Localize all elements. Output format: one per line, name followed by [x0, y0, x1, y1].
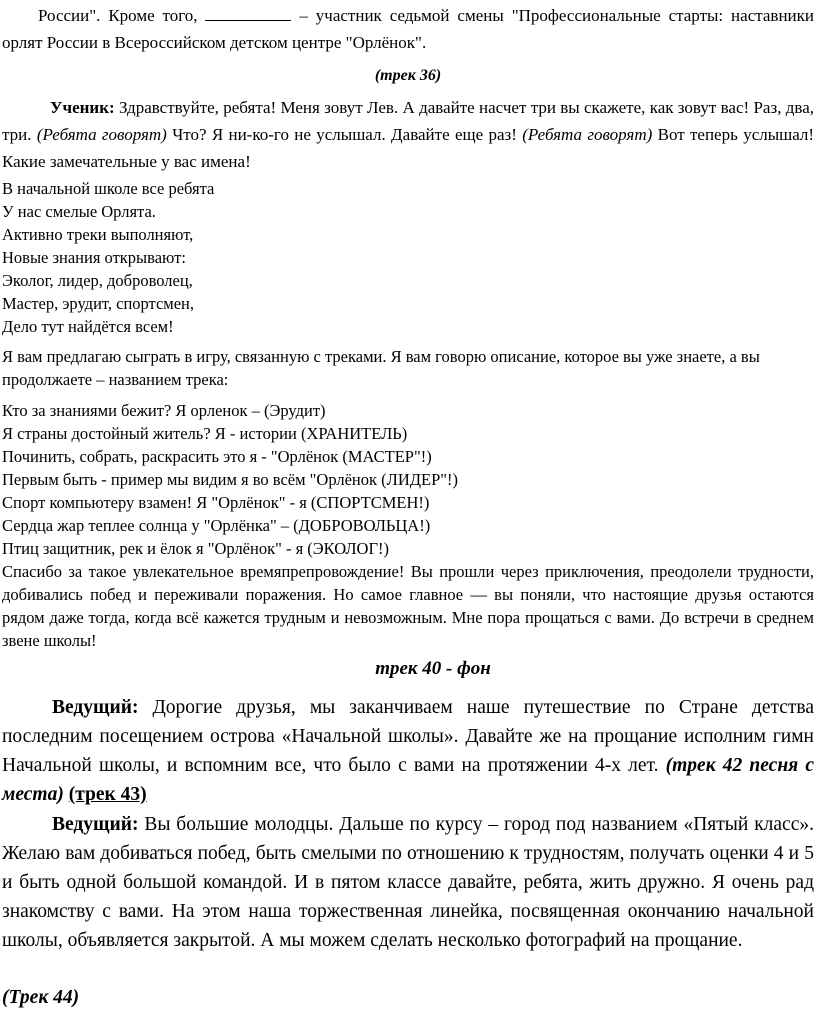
riddles-list — [2, 399, 792, 560]
host-1-text: Дорогие друзья, мы заканчиваем наше путешествие по Стране детства последним посещением острова «Начальной школы». Давайте же на прощание исполним гимн Начальной школы, и вспомним все, что было с вами на протяжении 4-х лет. — [2, 697, 815, 776]
student-paragraph — [2, 94, 814, 175]
riddle-line: Спорт компьютеру взамен! Я "Орлёнок" - я (СПОРТСМЕН!) — [2, 493, 430, 512]
riddle-line: Я страны достойный житель? Я - истории (ХРАНИТЕЛЬ) — [2, 424, 408, 443]
student-text-2: Что? Я ни-ко-го не услышал. Давайте еще раз! — [172, 125, 517, 144]
game-intro: Я вам предлагаю сыграть в игру, связанную с треками. Я вам говорю описание, которое вы уже знаете, а вы продолжаете – названием трека: — [2, 347, 760, 389]
thanks-paragraph: Спасибо за такое увлекательное времяпрепровождение! Вы прошли через приключения, преодолели трудности, добивались побед и переживали поражения. Но самое главное — вы поняли, что настоящие друзья остаются рядом даже тогда, когда всё кажется трудным и невозможным. Мне пора прощаться с вами. До встречи в среднем звене школы! — [2, 562, 814, 650]
intro-text-2: – участник седьмой смены "Профессиональные старты: наставники орлят России в Всероссийском детском центре "Орлёнок". — [2, 6, 815, 52]
student-text-3: Вот теперь услышал! Какие замечательные у вас имена! — [2, 125, 815, 171]
track-36-heading: (трек 36) — [374, 67, 442, 84]
riddle-line: Сердца жар теплее солнца у "Орлёнка" – (ДОБРОВОЛЬЦА!) — [2, 516, 431, 535]
poem-line: Эколог, лидер, доброволец, — [2, 271, 193, 290]
riddle-line: Починить, собрать, раскрасить это я - "Орлёнок (МАСТЕР"!) — [2, 447, 432, 466]
student-italic-2: (Ребята говорят) — [522, 125, 653, 144]
host-2-paragraph — [2, 810, 814, 955]
host-1-italic: (трек 42 песня с места) — [2, 755, 815, 805]
intro-paragraph — [2, 2, 814, 56]
host-2-label: Ведущий: — [52, 814, 139, 835]
host-1-paragraph — [2, 693, 814, 809]
riddle-line: Первым быть - пример мы видим я во всём "Орлёнок (ЛИДЕР"!) — [2, 470, 458, 489]
student-italic-1: (Ребята говорят) — [36, 125, 167, 144]
riddle-line: Птиц защитник, рек и ёлок я "Орлёнок" - я (ЭКОЛОГ!) — [2, 539, 390, 558]
poem-line: Активно треки выполняют, — [2, 225, 194, 244]
host-1-label: Ведущий: — [52, 697, 139, 718]
riddle-line: Кто за знаниями бежит? Я орленок – (Эрудит) — [2, 401, 326, 420]
blank-line — [205, 6, 291, 21]
poem-line: Дело тут найдётся всем! — [2, 317, 174, 336]
student-label: Ученик: — [50, 98, 115, 117]
poem-line: Мастер, эрудит, спортсмен, — [2, 294, 195, 313]
poem-line: Новые знания открывают: — [2, 248, 186, 267]
track-40-heading: трек 40 - фон — [375, 658, 491, 679]
host-2-text: Вы большие молодцы. Дальше по курсу – город под названием «Пятый класс». Желаю вам добиваться побед, быть смелыми по отношению к трудностям, получать оценки 4 и 5 и быть одной большой командой. И в пятом классе давайте, ребята, жить дружно. Я очень рад знакомству с вами. На этом наша торжественная линейка, посвященная окончанию начальной школы, объявляется закрытой. А мы можем сделать несколько фотографий на прощание. — [2, 814, 814, 951]
host-1-bold: (трек 43) — [68, 784, 147, 805]
poem-line: В начальной школе все ребята — [2, 179, 215, 198]
student-text-1: Здравствуйте, ребята! Меня зовут Лев. А давайте насчет три вы скажете, как зовут вас! Раз, два, три. — [2, 98, 814, 144]
poem-line: У нас смелые Орлята. — [2, 202, 156, 221]
poem — [2, 177, 702, 338]
track-44-heading: (Трек 44) — [2, 987, 80, 1008]
intro-text-1: России". Кроме того, — [38, 6, 198, 25]
